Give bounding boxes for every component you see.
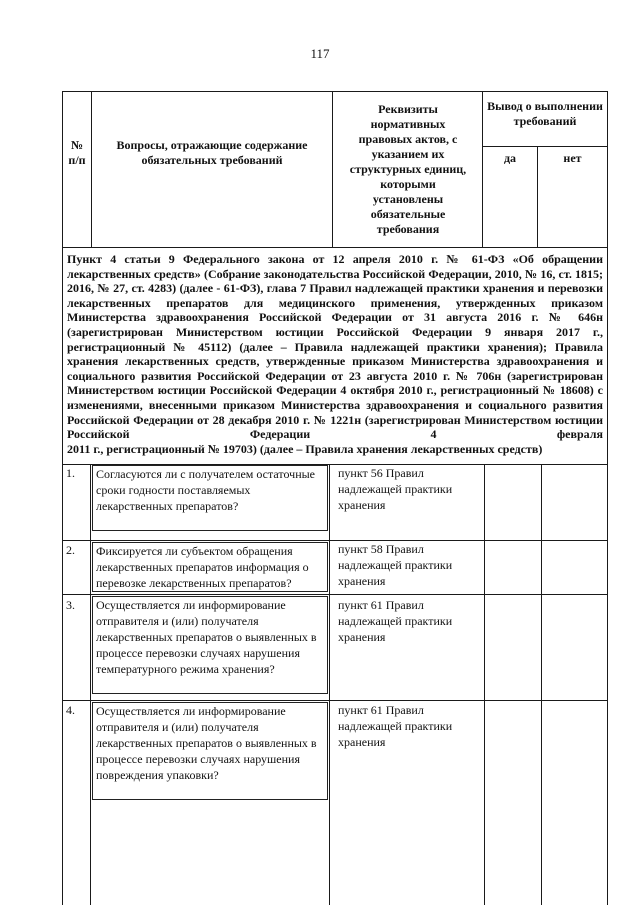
header-questions: Вопросы, отражающие содержание обязательных требований: [116, 138, 308, 167]
row-4-reference: пункт 61 Правил надлежащей практики хранения: [338, 703, 453, 749]
row-3-question-text: Осуществляется ли информирование отправителя и (или) получателя лекарственных препаратов о выявленных в процессе перевозки случаях нарушения температурного режима хранения?: [92, 596, 328, 694]
row-3-bottom-border: [62, 700, 608, 701]
col-divider-3-body: [484, 464, 485, 905]
row-1-question: [92, 465, 328, 531]
col-divider-4-body: [541, 464, 542, 905]
requirements-table: [62, 91, 608, 905]
header-yes: да: [503, 151, 517, 165]
header-num: № п/п: [68, 138, 86, 167]
header-bottom-border: [62, 247, 608, 248]
col-divider-2: [332, 91, 333, 247]
row-2-reference: пункт 58 Правил надлежащей практики хранения: [338, 542, 453, 588]
row-1-reference: пункт 56 Правил надлежащей практики хранения: [338, 466, 453, 512]
col-divider-1-body: [90, 464, 91, 905]
row-2-question-text: Фиксируется ли субъектом обращения лекарственных препаратов информация о перевозке лекарственных препаратов?: [92, 542, 328, 592]
header-conclusion: Вывод о выполнении требований: [487, 99, 603, 128]
header-requisites: Реквизиты нормативных правовых актов, с указанием их структурных единиц, которыми установлены обязательные требования: [349, 102, 467, 236]
table-border-top: [62, 91, 608, 92]
col-divider-1: [91, 91, 92, 247]
row-4-question: [92, 702, 328, 800]
legal-basis-text: Пункт 4 статьи 9 Федерального закона от 12 апреля 2010 г. № 61-ФЗ «Об обращении лекарственных средств» (Собрание законодательства Российской Федерации, 2010, № 16, ст. 1815; 2016, № 27, ст. 4283) (далее - 61-ФЗ), глава 7 Правил надлежащей практики хранения и перевозки лекарственных препаратов для медицинского применения, утвержденных приказом Министерства здравоохранения Российской Федерации от 31 августа 2016 г. № 646н (зарегистрирован Министерством юстиции Российской Федерации 9 января 2017 г., регистрационный № 45112) (далее – Правила надлежащей практики хранения); Правила хранения лекарственных средств, утвержденные приказом Министерства здравоохранения и социального развития Российской Федерации от 23 августа 2010 г. № 706н (зарегистрирован Министерством юстиции Российской Федерации 4 октября 2010 г., регистрационный № 18608) с изменениями, внесенными приказом Министерства здравоохранения и социального развития Российской Федерации от 28 декабря 2010 г. № 1221н (зарегистрирован Министерством юстиции Российской Федерации 4 февраля: [67, 252, 603, 442]
row-3-reference: пункт 61 Правил надлежащей практики хранения: [338, 598, 453, 644]
legal-basis-paragraph: [67, 252, 603, 456]
row-4-question-text: Осуществляется ли информирование отправителя и (или) получателя лекарственных препаратов о выявленных в процессе перевозки случаях нарушения повреждения упаковки?: [92, 702, 328, 800]
row-2-question: [92, 542, 328, 592]
row-3-number: 3.: [66, 598, 75, 612]
row-3-question: [92, 596, 328, 694]
page-number: 117: [310, 46, 330, 61]
header-no: нет: [563, 151, 582, 165]
table-border-right: [607, 91, 608, 905]
row-2-bottom-border: [62, 594, 608, 595]
row-2-number: 2.: [66, 543, 75, 557]
row-4-number: 4.: [66, 703, 75, 717]
row-1-number: 1.: [66, 466, 75, 480]
col-divider-2-body: [329, 464, 330, 905]
row-1-bottom-border: [62, 540, 608, 541]
row-1-question-text: Согласуются ли с получателем остаточные сроки годности поставляемых лекарственных препаратов?: [92, 465, 328, 531]
table-border-left: [62, 91, 63, 905]
legal-basis-last-line: 2011 г., регистрационный № 19703) (далее – Правила хранения лекарственных средств): [67, 441, 543, 456]
header-subdivider: [482, 146, 608, 147]
